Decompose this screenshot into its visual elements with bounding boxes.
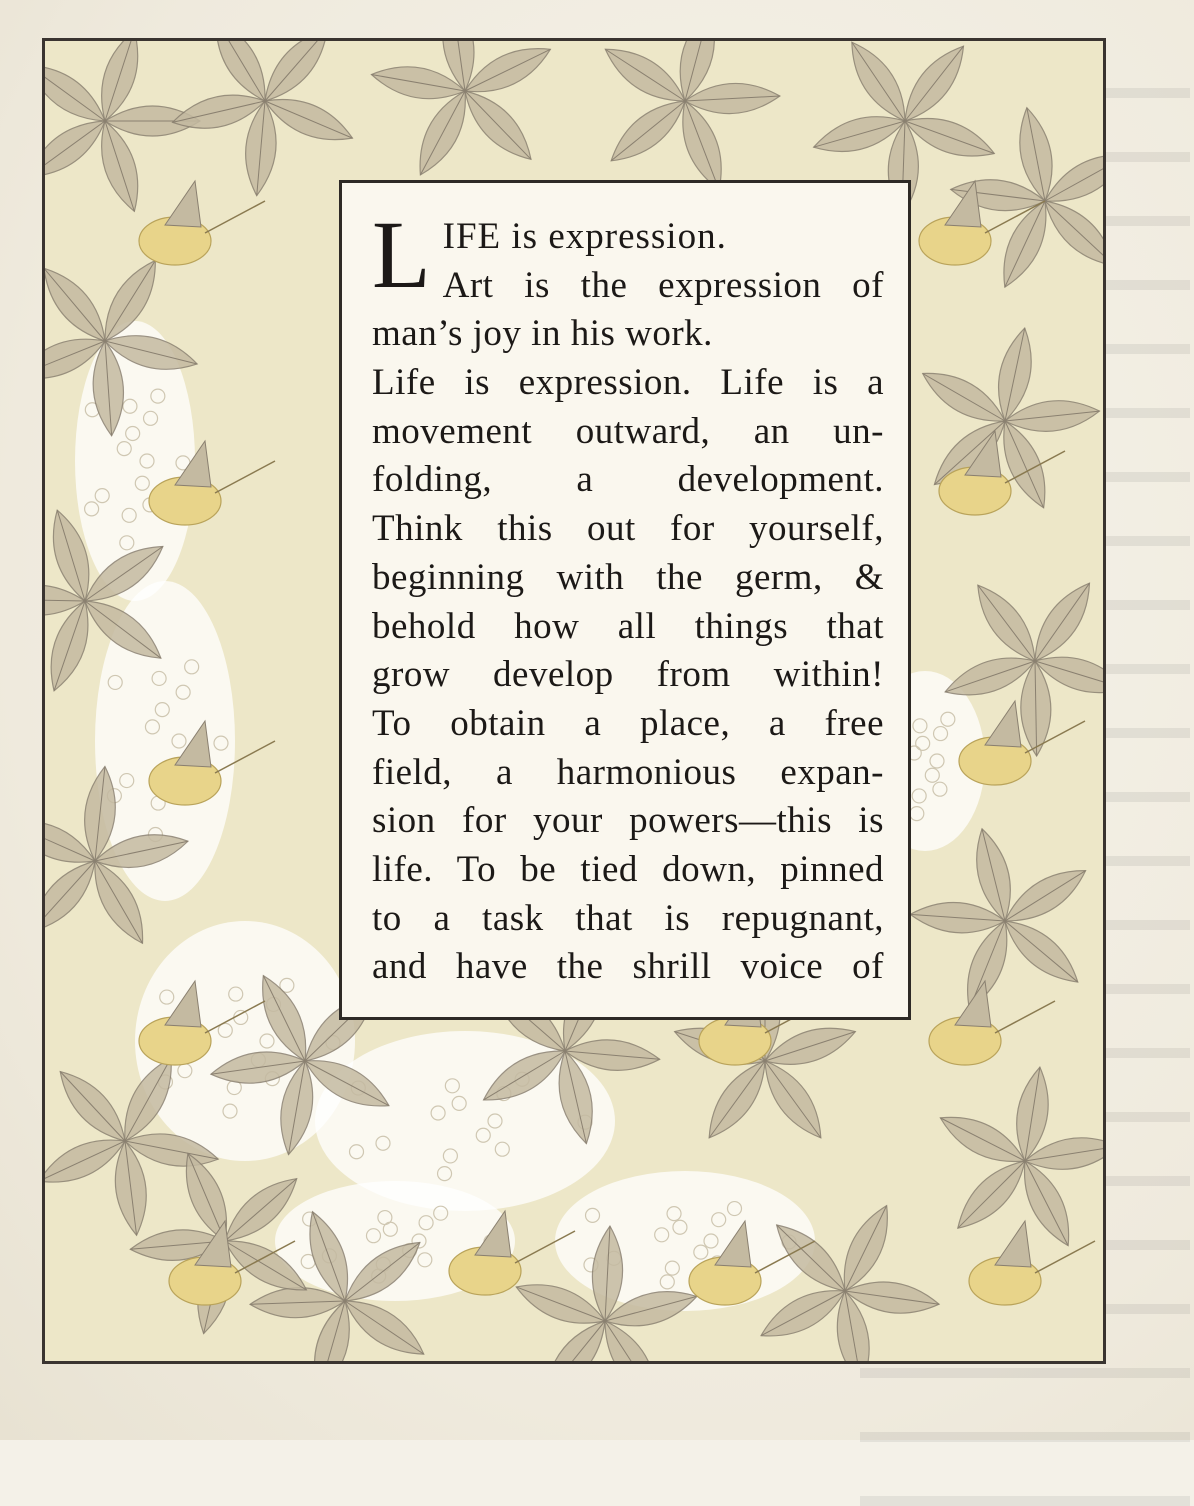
leaf-vein <box>605 49 685 101</box>
text-line: beginning with the germ, & <box>372 556 884 598</box>
leaf-vein <box>958 1161 1025 1228</box>
leaf-vein <box>465 91 531 159</box>
leaf <box>1045 155 1103 201</box>
decorative-border-frame <box>42 38 1106 1364</box>
leaf <box>1045 201 1103 266</box>
text-line: sion for your powers—this is <box>372 800 884 842</box>
leaf-vein <box>345 1301 424 1354</box>
leaf <box>265 41 327 101</box>
text-line: movement outward, an un- <box>372 410 884 452</box>
bird-wing <box>165 181 201 227</box>
leaf <box>45 121 105 177</box>
text-line: Art is the expression of <box>442 264 884 306</box>
leaf <box>216 41 265 101</box>
bird-beak <box>1035 1241 1095 1273</box>
bird-beak <box>995 1001 1055 1033</box>
leaf-vein <box>709 1061 765 1138</box>
text-panel <box>339 180 911 1020</box>
text-line: To obtain a place, a free <box>372 702 884 744</box>
text-line: behold how all things that <box>372 605 884 647</box>
text-line: and have the shrill voice of <box>372 946 884 988</box>
leaf-vein <box>611 101 685 161</box>
leaf <box>45 65 105 121</box>
bird-beak <box>215 461 275 493</box>
leaf-vein <box>978 585 1035 661</box>
leaf-vein <box>1005 921 1078 982</box>
text-line: grow develop from within! <box>372 654 884 696</box>
bird-wing <box>985 701 1021 747</box>
drop-cap: L <box>372 201 431 308</box>
text-line: IFE is expression. <box>442 216 727 257</box>
text-line: to a task that is repugnant, <box>372 897 884 939</box>
leaf-vein <box>1035 583 1089 661</box>
leaf-vein <box>905 46 963 121</box>
leaf-vein <box>852 42 905 121</box>
text-line: life. To be tied down, pinned <box>372 848 884 890</box>
bird-beak <box>205 201 265 233</box>
text-line: man’s joy in his work. <box>372 313 713 355</box>
text-line: field, a harmonious expan- <box>372 751 884 793</box>
text-line: folding, a development. <box>372 459 884 501</box>
leaf <box>605 1321 657 1361</box>
leaf <box>545 1321 605 1361</box>
leaf <box>45 861 95 932</box>
text-line: Think this out for yourself, <box>372 508 884 550</box>
leaf-vein <box>765 1061 821 1138</box>
leaf-vein <box>60 1072 125 1141</box>
bird-wing <box>995 1221 1031 1267</box>
text-line: Life is expression. Life is a <box>372 362 884 404</box>
